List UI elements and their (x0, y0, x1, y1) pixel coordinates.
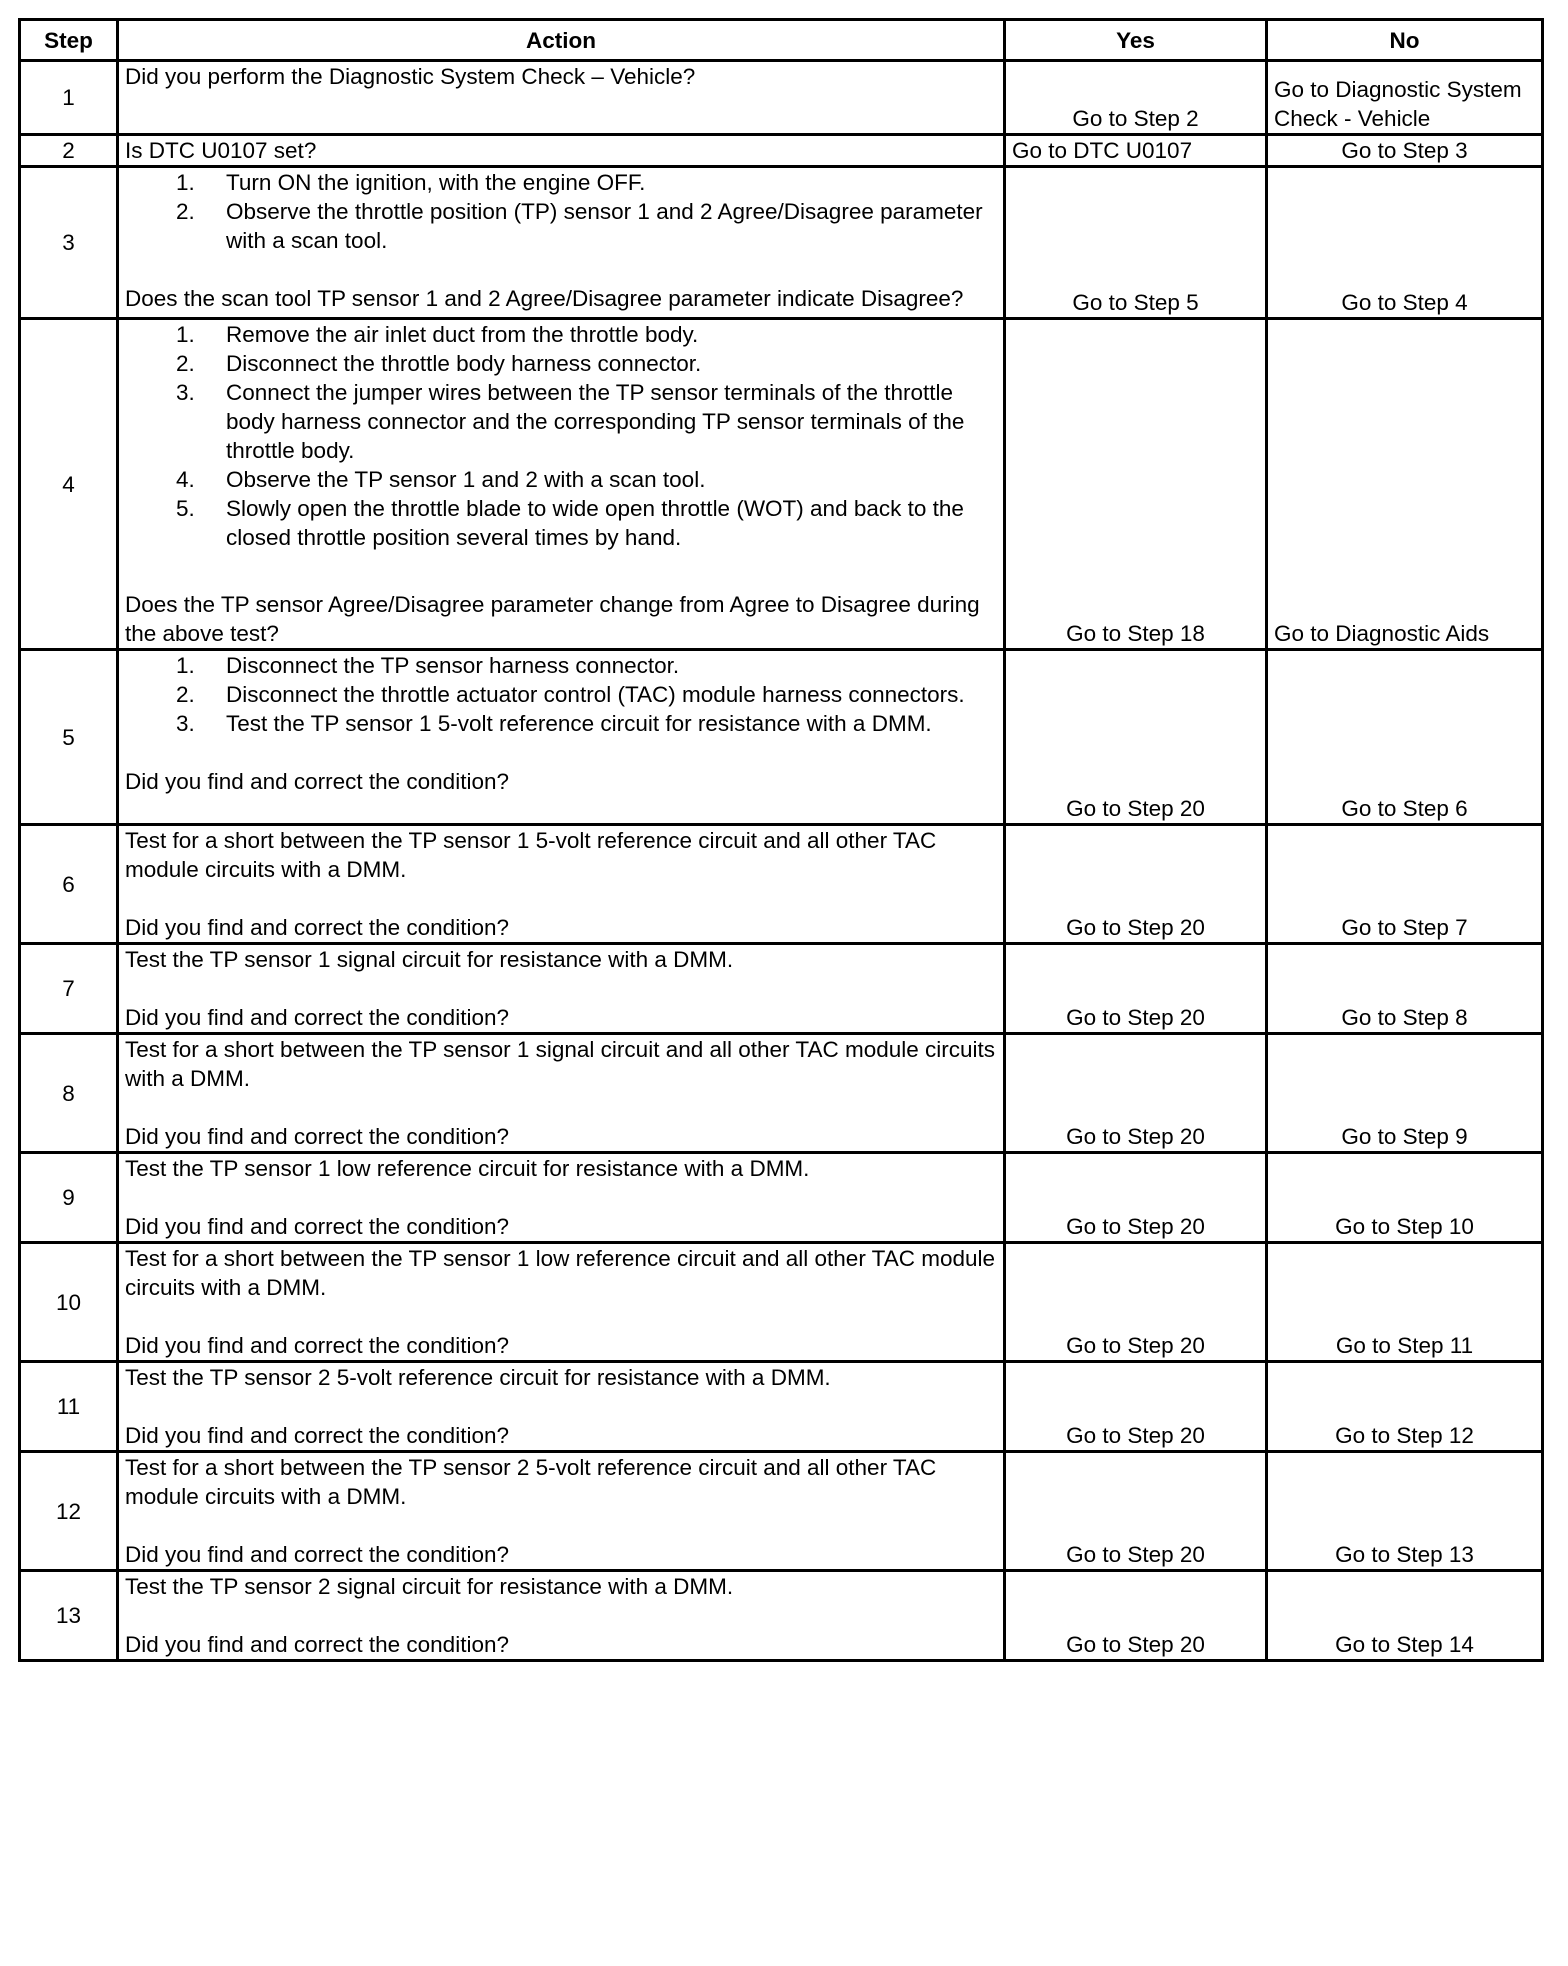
table-row (20, 135, 1543, 167)
action-step-item (125, 378, 997, 465)
table-row (20, 167, 1543, 319)
action-step-text: Disconnect the throttle body harness connector. (226, 351, 702, 376)
action-step-text: Observe the throttle position (TP) sensor 1 and 2 Agree/Disagree parameter with a scan tool. (226, 199, 983, 253)
table-row (20, 944, 1543, 1034)
action-step-number: 1. (176, 653, 195, 678)
table-row (20, 650, 1543, 825)
action-instruction: Test for a short between the TP sensor 1 signal circuit and all other TAC module circuits with a DMM. (125, 1037, 996, 1091)
action-step-item (125, 320, 997, 349)
no-outcome: Go to Step 12 (1267, 1362, 1543, 1452)
action-instruction: Test for a short between the TP sensor 1 5-volt reference circuit and all other TAC module circuits with a DMM. (125, 828, 937, 882)
action-question: Is DTC U0107 set? (125, 138, 317, 163)
action-question: Did you find and correct the condition? (125, 1333, 509, 1358)
no-outcome: Go to Step 14 (1267, 1571, 1543, 1661)
yes-outcome: Go to Step 20 (1005, 1153, 1267, 1243)
spacer (125, 1093, 997, 1122)
action-cell (118, 1362, 1005, 1452)
action-instruction: Test for a short between the TP sensor 1 low reference circuit and all other TAC module circuits with a DMM. (125, 1246, 996, 1300)
table-header-row (20, 20, 1543, 61)
action-instruction: Test the TP sensor 1 low reference circuit for resistance with a DMM. (125, 1156, 810, 1181)
yes-outcome: Go to Step 20 (1005, 1571, 1267, 1661)
no-outcome: Go to Step 10 (1267, 1153, 1543, 1243)
no-outcome: Go to Step 6 (1267, 650, 1543, 825)
spacer (125, 974, 997, 1003)
header-no: No (1267, 20, 1543, 61)
no-outcome: Go to Step 7 (1267, 825, 1543, 944)
action-step-number: 3. (176, 380, 195, 405)
table-row (20, 319, 1543, 650)
action-step-item (125, 168, 997, 197)
step-number: 11 (20, 1362, 118, 1452)
action-question: Did you perform the Diagnostic System Check – Vehicle? (125, 64, 696, 89)
action-question: Did you find and correct the condition? (125, 1214, 509, 1239)
action-step-number: 2. (176, 682, 195, 707)
header-step: Step (20, 20, 118, 61)
action-step-text: Disconnect the TP sensor harness connector. (226, 653, 680, 678)
no-outcome: Go to Step 4 (1267, 167, 1543, 319)
yes-outcome: Go to Step 20 (1005, 825, 1267, 944)
action-step-item (125, 494, 997, 552)
table-row (20, 1243, 1543, 1362)
step-number: 4 (20, 319, 118, 650)
action-step-number: 2. (176, 351, 195, 376)
action-cell (118, 1452, 1005, 1571)
action-question: Did you find and correct the condition? (125, 769, 509, 794)
action-step-number: 2. (176, 199, 195, 224)
table-row (20, 1452, 1543, 1571)
action-step-text: Turn ON the ignition, with the engine OFF. (226, 170, 646, 195)
document-page (18, 18, 1544, 1662)
action-instruction: Test for a short between the TP sensor 2 5-volt reference circuit and all other TAC module circuits with a DMM. (125, 1455, 937, 1509)
action-cell (118, 650, 1005, 825)
action-cell (118, 135, 1005, 167)
action-step-number: 1. (176, 322, 195, 347)
step-number: 5 (20, 650, 118, 825)
table-row (20, 61, 1543, 135)
no-outcome: Go to Diagnostic Aids (1267, 319, 1543, 650)
header-yes: Yes (1005, 20, 1267, 61)
action-step-item (125, 651, 997, 680)
step-number: 12 (20, 1452, 118, 1571)
yes-outcome: Go to Step 20 (1005, 1362, 1267, 1452)
spacer (125, 1601, 997, 1630)
yes-outcome: Go to Step 20 (1005, 1034, 1267, 1153)
action-step-number: 4. (176, 467, 195, 492)
action-step-text: Remove the air inlet duct from the throttle body. (226, 322, 699, 347)
spacer (125, 738, 997, 767)
action-step-text: Observe the TP sensor 1 and 2 with a scan tool. (226, 467, 706, 492)
action-question: Did you find and correct the condition? (125, 915, 509, 940)
action-step-number: 1. (176, 170, 195, 195)
action-step-number: 3. (176, 711, 195, 736)
step-number: 9 (20, 1153, 118, 1243)
action-cell (118, 825, 1005, 944)
action-instruction: Test the TP sensor 2 5-volt reference circuit for resistance with a DMM. (125, 1365, 831, 1390)
action-step-item (125, 709, 997, 738)
step-number: 7 (20, 944, 118, 1034)
step-number: 8 (20, 1034, 118, 1153)
action-question: Did you find and correct the condition? (125, 1005, 509, 1030)
action-question: Did you find and correct the condition? (125, 1423, 509, 1448)
spacer (125, 1183, 997, 1212)
yes-outcome: Go to DTC U0107 (1005, 135, 1267, 167)
action-question: Did you find and correct the condition? (125, 1632, 509, 1657)
no-outcome: Go to Step 8 (1267, 944, 1543, 1034)
action-instruction: Test the TP sensor 2 signal circuit for resistance with a DMM. (125, 1574, 734, 1599)
action-cell (118, 167, 1005, 319)
table-row (20, 825, 1543, 944)
table-row (20, 1153, 1543, 1243)
action-step-list (125, 651, 997, 738)
yes-outcome: Go to Step 2 (1005, 61, 1267, 135)
action-cell (118, 1243, 1005, 1362)
no-outcome: Go to Step 3 (1267, 135, 1543, 167)
table-row (20, 1571, 1543, 1661)
spacer (125, 1511, 997, 1540)
action-cell (118, 1153, 1005, 1243)
action-step-list (125, 168, 997, 255)
yes-outcome: Go to Step 20 (1005, 650, 1267, 825)
yes-outcome: Go to Step 5 (1005, 167, 1267, 319)
action-step-text: Disconnect the throttle actuator control (TAC) module harness connectors. (226, 682, 965, 707)
action-cell (118, 61, 1005, 135)
no-outcome: Go to Step 13 (1267, 1452, 1543, 1571)
step-number: 1 (20, 61, 118, 135)
table-row (20, 1362, 1543, 1452)
no-outcome: Go to Step 11 (1267, 1243, 1543, 1362)
spacer (125, 552, 997, 590)
yes-outcome: Go to Step 20 (1005, 944, 1267, 1034)
action-cell (118, 944, 1005, 1034)
spacer (125, 1392, 997, 1421)
action-step-number: 5. (176, 496, 195, 521)
table-body (20, 61, 1543, 1661)
action-step-item (125, 349, 997, 378)
action-cell (118, 319, 1005, 650)
action-step-text: Connect the jumper wires between the TP sensor terminals of the throttle body harness connector and the corresponding TP sensor terminals of the throttle body. (226, 380, 965, 463)
step-number: 6 (20, 825, 118, 944)
spacer (125, 884, 997, 913)
step-number: 2 (20, 135, 118, 167)
no-outcome: Go to Step 9 (1267, 1034, 1543, 1153)
action-step-list (125, 320, 997, 552)
action-step-item (125, 680, 997, 709)
action-question: Did you find and correct the condition? (125, 1542, 509, 1567)
yes-outcome: Go to Step 18 (1005, 319, 1267, 650)
action-step-item (125, 465, 997, 494)
action-cell (118, 1034, 1005, 1153)
spacer (125, 1302, 997, 1331)
action-step-text: Slowly open the throttle blade to wide open throttle (WOT) and back to the closed throttle position several times by hand. (226, 496, 964, 550)
action-cell (118, 1571, 1005, 1661)
spacer (125, 255, 997, 284)
table-row (20, 1034, 1543, 1153)
no-outcome: Go to Diagnostic System Check - Vehicle (1267, 61, 1543, 135)
header-action: Action (118, 20, 1005, 61)
action-step-item (125, 197, 997, 255)
diagnostic-table (18, 18, 1544, 1662)
action-question: Did you find and correct the condition? (125, 1124, 509, 1149)
action-question: Does the TP sensor Agree/Disagree parameter change from Agree to Disagree during the above test? (125, 592, 980, 646)
action-question: Does the scan tool TP sensor 1 and 2 Agree/Disagree parameter indicate Disagree? (125, 286, 964, 311)
yes-outcome: Go to Step 20 (1005, 1452, 1267, 1571)
yes-outcome: Go to Step 20 (1005, 1243, 1267, 1362)
step-number: 10 (20, 1243, 118, 1362)
action-instruction: Test the TP sensor 1 signal circuit for resistance with a DMM. (125, 947, 734, 972)
step-number: 3 (20, 167, 118, 319)
action-step-text: Test the TP sensor 1 5-volt reference circuit for resistance with a DMM. (226, 711, 932, 736)
step-number: 13 (20, 1571, 118, 1661)
